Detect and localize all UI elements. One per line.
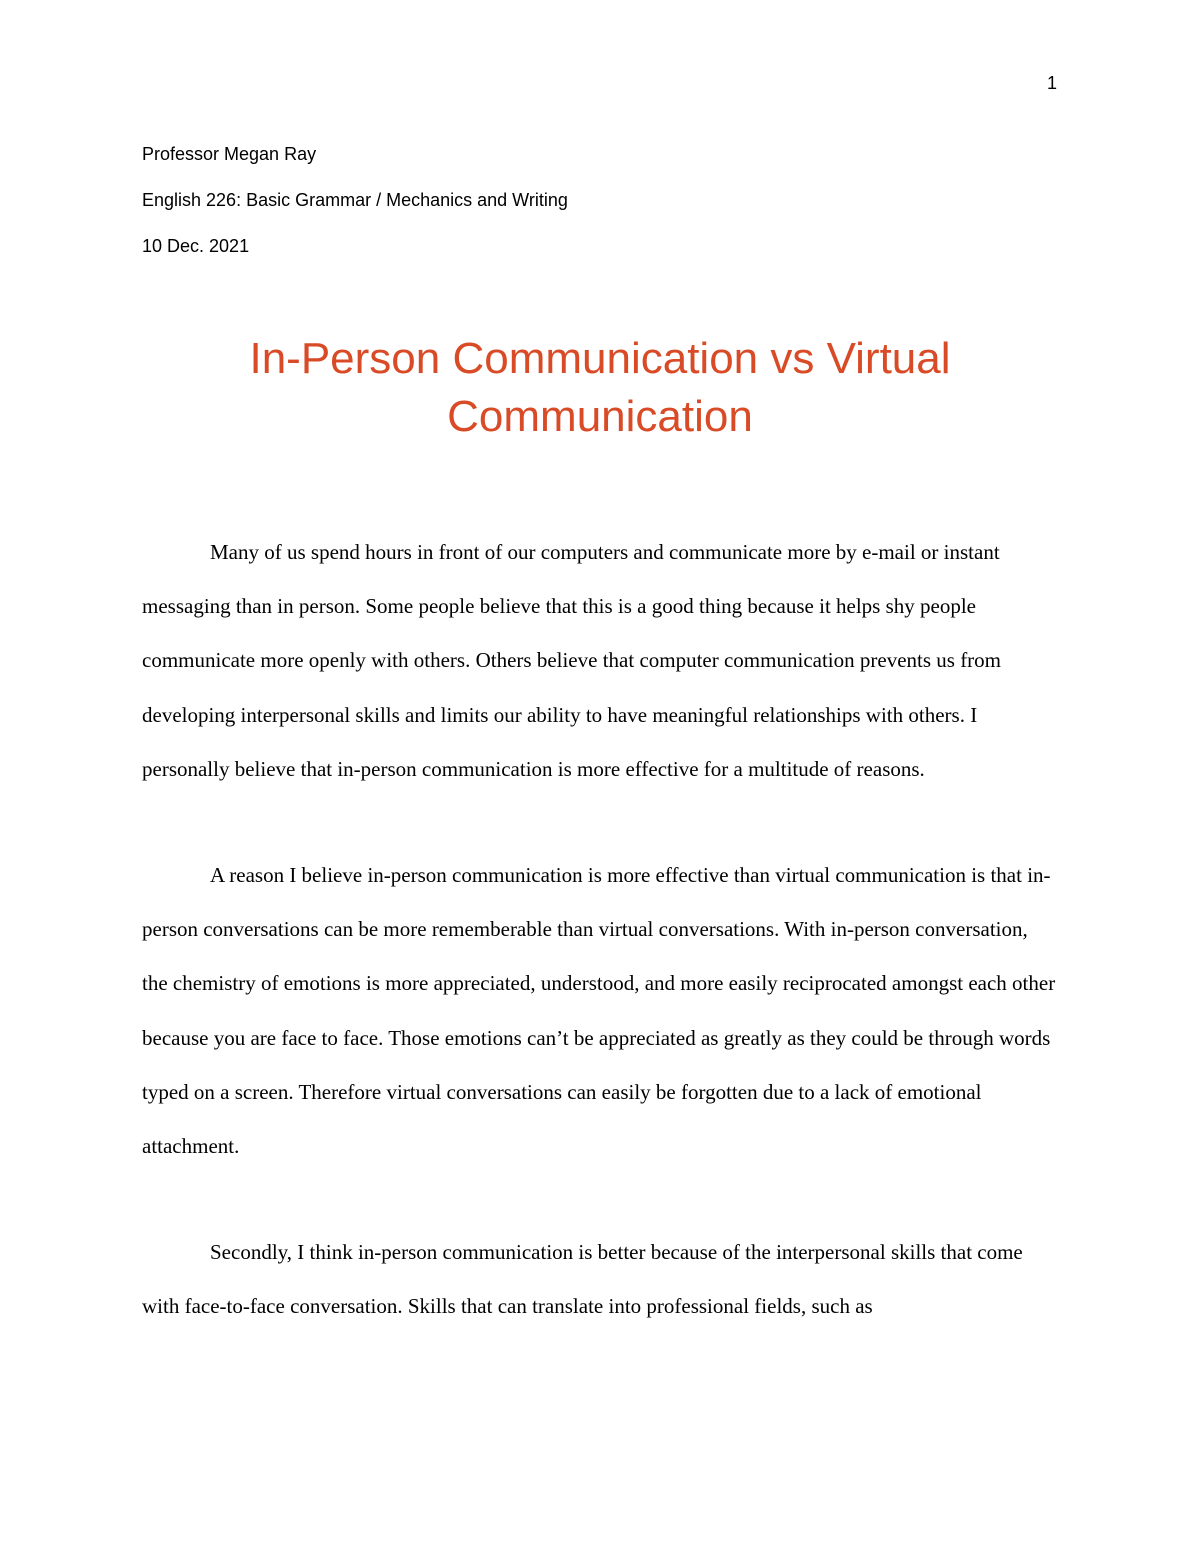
page-number: 1: [1046, 73, 1057, 93]
course-name: English 226: Basic Grammar / Mechanics and Writing: [142, 190, 568, 210]
essay-title: [142, 330, 1058, 446]
date: 10 Dec. 2021: [142, 236, 250, 256]
paragraph-intro: Many of us spend hours in front of our computers and communicate more by e-mail or instant messaging than in person. Some people believe that this is a good thing because it helps shy people communicate more openly with others. Others believe that computer communication prevents us from developing interpersonal skills and limits our ability to have meaningful relationships with others. I personally believe that in-person communication is more effective for a multitude of reasons.: [142, 540, 1002, 781]
professor-name: Professor Megan Ray: [142, 144, 317, 164]
paragraph-interpersonal-skills: Secondly, I think in-person communication is better because of the interpersonal skills that come with face-to-face conversation. Skills that can translate into professional fields, such as: [142, 1240, 1023, 1319]
essay-body: [142, 525, 1058, 1386]
header-block: [142, 140, 568, 278]
essay-title-line-1: In-Person Communication vs Virtual: [249, 334, 951, 383]
essay-title-line-2: Communication: [447, 392, 753, 441]
paragraph-memorability: A reason I believe in-person communication is more effective than virtual communication is that in-person conversations can be more rememberable than virtual conversations. With in-person conversation, the chemistry of emotions is more appreciated, understood, and more easily reciprocated amongst each other because you are face to face. Those emotions can’t be appreciated as greatly as they could be through words typed on a screen. Therefore virtual conversations can easily be forgotten due to a lack of emotional attachment.: [142, 863, 1056, 1159]
